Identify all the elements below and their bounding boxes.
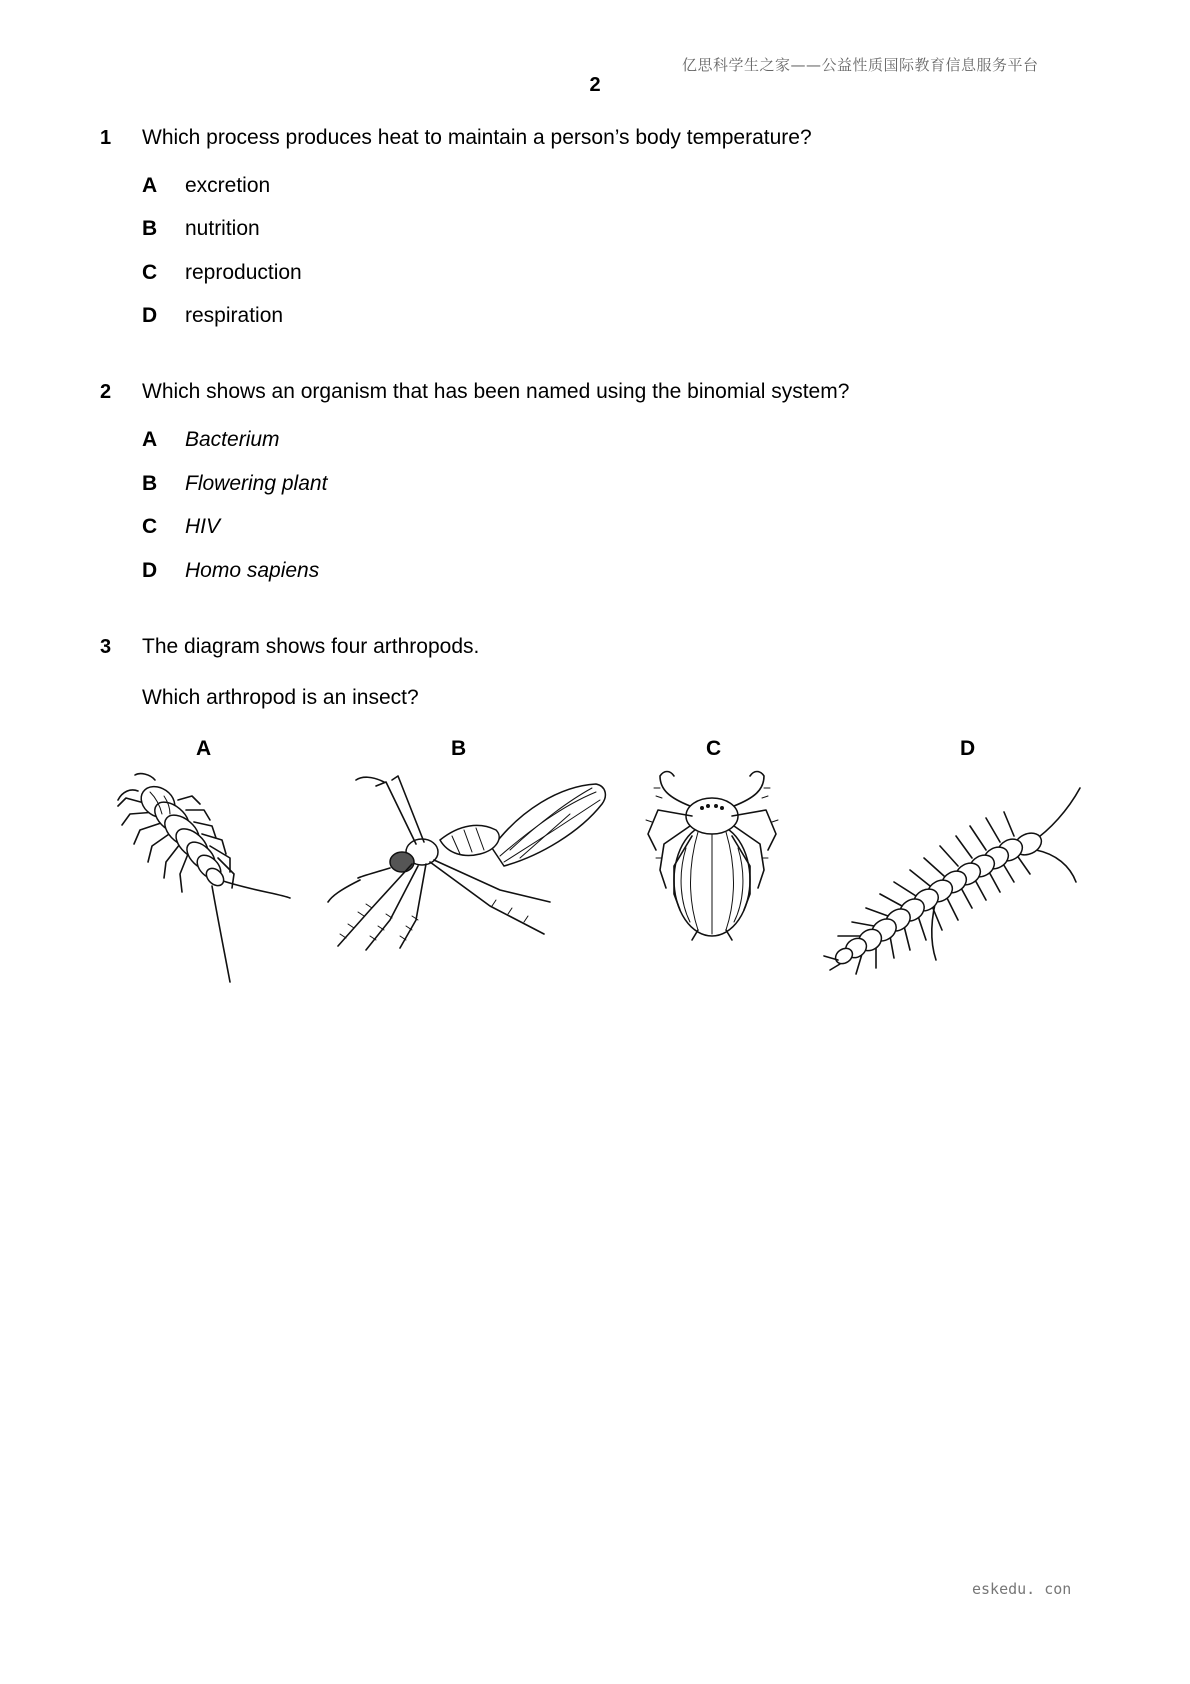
option-letter: B: [142, 217, 158, 240]
option-letter: B: [142, 472, 158, 495]
page-number: 2: [589, 74, 601, 96]
option-letter: C: [142, 261, 158, 284]
question-number: 3: [100, 636, 112, 658]
arthropod-diagram: [100, 770, 1100, 1010]
arthropod-b-illustration: [328, 776, 605, 950]
option-text: nutrition: [185, 217, 260, 240]
option-text: excretion: [185, 174, 271, 197]
question-prompt: Which arthropod is an insect?: [142, 686, 419, 709]
question-number: 2: [100, 381, 112, 403]
option-letter: D: [142, 304, 158, 327]
option-letter: D: [142, 559, 158, 582]
question-text: Which process produces heat to maintain a person’s body temperature?: [142, 126, 812, 149]
option-text: Homo sapiens: [185, 559, 320, 582]
footer-site-text: eskedu. con: [972, 1580, 1072, 1598]
arthropod-c-illustration: [646, 772, 778, 941]
question-number: 1: [100, 127, 112, 149]
option-text: Bacterium: [185, 428, 280, 451]
figure-label-b: B: [451, 737, 467, 760]
option-letter: A: [142, 174, 158, 197]
option-text: respiration: [185, 304, 284, 327]
arthropod-d-illustration: [824, 788, 1080, 974]
figure-label-a: A: [196, 737, 212, 760]
option-letter: A: [142, 428, 158, 451]
arthropod-a-illustration: [118, 774, 290, 982]
option-letter: C: [142, 515, 158, 538]
question-text: Which shows an organism that has been named using the binomial system?: [142, 380, 850, 403]
question-text: The diagram shows four arthropods.: [142, 635, 480, 658]
option-text: HIV: [185, 515, 221, 538]
figure-label-d: D: [960, 737, 976, 760]
figure-label-c: C: [706, 737, 722, 760]
option-text: reproduction: [185, 261, 302, 284]
option-text: Flowering plant: [185, 472, 328, 495]
watermark-text: 亿思科学生之家——公益性质国际教育信息服务平台: [682, 56, 1039, 74]
